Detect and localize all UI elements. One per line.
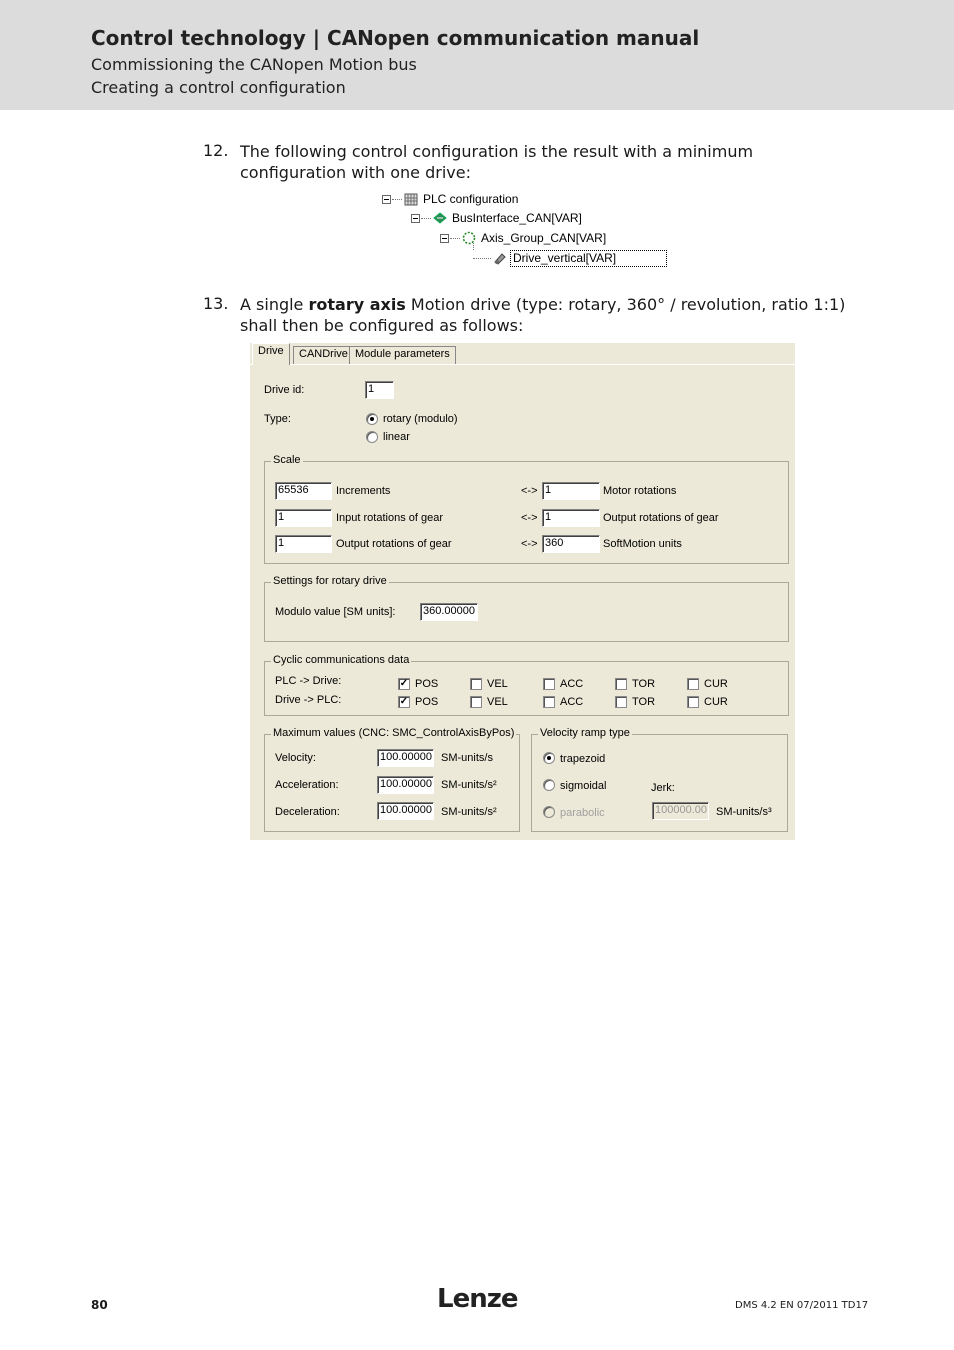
section-subtitle: Creating a control configuration	[91, 78, 346, 97]
ramp-trapezoid-radio[interactable]	[543, 752, 555, 764]
drive-to-plc-pos-checkbox[interactable]: ✓	[399, 696, 409, 707]
motor-rotations-input[interactable]: 1	[542, 482, 600, 500]
velocity-label: Velocity:	[275, 752, 316, 764]
cyclic-data-title: Cyclic communications data	[273, 654, 410, 666]
acceleration-unit: SM-units/s²	[441, 779, 497, 791]
plc-to-drive-pos-checkbox[interactable]: ✓	[399, 678, 409, 689]
drive-to-plc-acc-checkbox[interactable]	[543, 696, 555, 708]
type-label: Type:	[264, 413, 291, 425]
scale-group-title: Scale	[273, 454, 301, 466]
jerk-input[interactable]: 100000.00	[652, 802, 709, 820]
velocity-input[interactable]: 100.00000	[377, 749, 434, 767]
drive-to-plc-cur-checkbox[interactable]	[687, 696, 699, 708]
increments-input[interactable]: 65536	[275, 482, 332, 500]
drive-to-plc-label: Drive -> PLC:	[275, 694, 342, 706]
drive-to-plc-acc-label: ACC	[560, 696, 584, 708]
acceleration-input[interactable]: 100.00000	[377, 776, 434, 794]
collapse-icon[interactable]	[411, 214, 420, 223]
plc-to-drive-cur-label: CUR	[704, 678, 728, 690]
drive-settings-dialog	[250, 343, 795, 840]
output-rotations-gear-input[interactable]: 1	[542, 509, 600, 527]
output-rotations-gear-label: Output rotations of gear	[603, 512, 719, 524]
tab-drive[interactable]: Drive	[252, 343, 290, 365]
plc-to-drive-cur-checkbox[interactable]	[687, 678, 699, 690]
velocity-ramp-title: Velocity ramp type	[540, 727, 630, 739]
increments-label: Increments	[336, 485, 391, 497]
plc-to-drive-tor-checkbox[interactable]	[615, 678, 627, 690]
drive-to-plc-tor-checkbox[interactable]	[615, 696, 627, 708]
step-12-number: 12.	[203, 141, 229, 160]
tree-connector	[473, 243, 475, 250]
collapse-icon[interactable]	[382, 195, 391, 204]
input-rotations-gear-input[interactable]: 1	[275, 509, 332, 527]
drive-to-plc-cur-label: CUR	[704, 696, 728, 708]
step-13-text: A single rotary axis Motion drive (type: rotary, 360° / revolution, ratio 1:1) shall then be configured as follows:	[240, 295, 846, 335]
softmotion-units-label: SoftMotion units	[603, 538, 682, 550]
ramp-sigmoidal-radio[interactable]	[543, 779, 555, 791]
plc-to-drive-vel-checkbox[interactable]	[470, 678, 482, 690]
tree-node-plc-configuration[interactable]: PLC configuration	[382, 191, 520, 207]
ramp-parabolic-label: parabolic	[560, 807, 605, 819]
deceleration-unit: SM-units/s²	[441, 806, 497, 818]
drive-icon	[493, 251, 507, 265]
type-linear-radio[interactable]	[366, 431, 378, 443]
step-13-number: 13.	[203, 294, 229, 313]
type-rotary-label: rotary (modulo)	[383, 413, 458, 425]
page-number: 80	[91, 1298, 108, 1312]
ramp-trapezoid-label: trapezoid	[560, 753, 606, 765]
jerk-label: Jerk:	[651, 782, 675, 794]
tree-node-axis-group[interactable]: Axis_Group_CAN[VAR]	[440, 230, 608, 246]
document-id: DMS 4.2 EN 07/2011 TD17	[735, 1300, 869, 1311]
softmotion-units-input[interactable]: 360	[542, 535, 600, 553]
plc-grid-icon	[404, 192, 418, 206]
tree-node-businterface[interactable]: BusInterface_CAN[VAR]	[411, 210, 584, 226]
modulo-value-label: Modulo value [SM units]:	[275, 606, 396, 618]
drive-id-label: Drive id:	[264, 384, 305, 396]
max-values-title: Maximum values (CNC: SMC_ControlAxisByPos)	[273, 727, 515, 739]
drive-id-input[interactable]: 1	[365, 381, 394, 399]
input-rotations-gear-label: Input rotations of gear	[336, 512, 444, 524]
ramp-parabolic-radio[interactable]	[543, 806, 555, 818]
rotary-settings-title: Settings for rotary drive	[273, 575, 387, 587]
collapse-icon[interactable]	[440, 234, 449, 243]
type-linear-label: linear	[383, 431, 410, 443]
drive-to-plc-pos-label: POS	[415, 696, 439, 708]
scale-arrow: <->	[521, 512, 538, 524]
output-rotations-gear-left-input[interactable]: 1	[275, 535, 332, 553]
drive-to-plc-tor-label: TOR	[632, 696, 656, 708]
tab-strip	[250, 343, 795, 365]
plc-to-drive-vel-label: VEL	[487, 678, 508, 690]
scale-arrow: <->	[521, 485, 538, 497]
plc-to-drive-pos-label: POS	[415, 678, 439, 690]
tree-node-drive-vertical[interactable]: Drive_vertical[VAR]	[473, 250, 667, 266]
header-band	[0, 0, 954, 110]
motor-rotations-label: Motor rotations	[603, 485, 677, 497]
deceleration-label: Deceleration:	[275, 806, 340, 818]
bus-interface-icon	[433, 211, 447, 225]
drive-to-plc-vel-checkbox[interactable]	[470, 696, 482, 708]
jerk-unit: SM-units/s³	[716, 806, 772, 818]
tab-module-parameters[interactable]: Module parameters	[349, 346, 456, 364]
step-13-bold: rotary axis	[308, 295, 406, 314]
ramp-sigmoidal-label: sigmoidal	[560, 780, 607, 792]
output-rotations-gear-left-label: Output rotations of gear	[336, 538, 452, 550]
acceleration-label: Acceleration:	[275, 779, 339, 791]
chapter-subtitle: Commissioning the CANopen Motion bus	[91, 55, 417, 74]
drive-to-plc-vel-label: VEL	[487, 696, 508, 708]
plc-to-drive-acc-checkbox[interactable]	[543, 678, 555, 690]
document-title: Control technology | CANopen communication manual	[91, 26, 700, 50]
step-12-text: The following control configuration is the result with a minimum configuration with one drive:	[240, 142, 754, 182]
plc-to-drive-acc-label: ACC	[560, 678, 584, 690]
modulo-value-input[interactable]: 360.00000	[420, 603, 478, 621]
velocity-unit: SM-units/s	[441, 752, 493, 764]
type-rotary-radio[interactable]	[366, 413, 378, 425]
plc-to-drive-label: PLC -> Drive:	[275, 675, 342, 687]
scale-arrow: <->	[521, 538, 538, 550]
plc-to-drive-tor-label: TOR	[632, 678, 656, 690]
lenze-logo: Lenze	[437, 1284, 518, 1314]
deceleration-input[interactable]: 100.00000	[377, 802, 434, 820]
tab-candrive[interactable]: CANDrive	[293, 346, 354, 364]
